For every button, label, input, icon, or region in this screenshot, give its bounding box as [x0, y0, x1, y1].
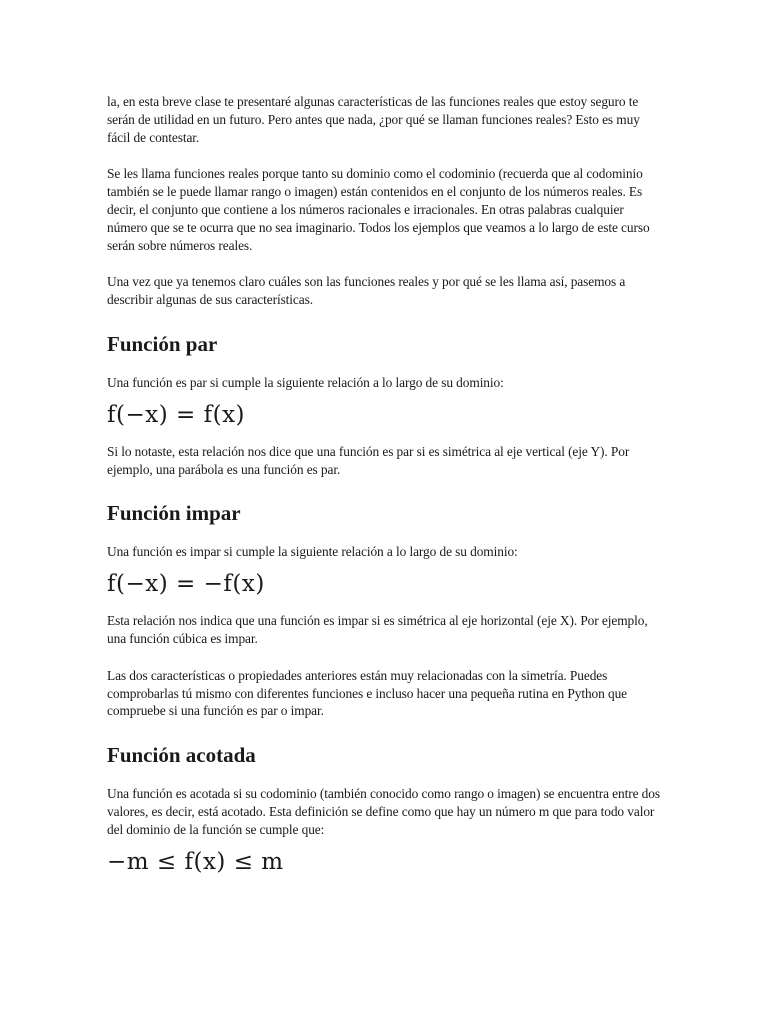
formula-par: f(−x) = f(x) [107, 401, 246, 428]
par-definition: Una función es par si cumple la siguiente relación a lo largo de su dominio: [107, 374, 504, 390]
heading-funcion-acotada: Función acotada [107, 743, 256, 768]
impar-explanation: Esta relación nos indica que una función es impar si es simétrica al eje horizontal (eje X). Por ejemplo, una función cúbica es impar. [107, 613, 648, 646]
heading-funcion-impar: Función impar [107, 501, 241, 526]
intro-paragraph-3: Una vez que ya tenemos claro cuáles son las funciones reales y por qué se les llama así, pasemos a describir algunas de sus características. [107, 274, 626, 308]
formula-impar: f(−x) = −f(x) [107, 571, 265, 598]
document-page [107, 93, 663, 890]
simetria-paragraph: Las dos características o propiedades anteriores están muy relacionadas con la simetría. Puedes comprobarlas tú mismo con diferentes funciones e incluso hacer una pequeña rutina en Python que compruebe si una función es par o impar. [107, 667, 628, 719]
acotada-definition: Una función es acotada si su codominio (también conocido como rango o imagen) se encuentra entre dos valores, es decir, está acotado. Esta definición se define como que hay un número m que para todo valor del dominio de la función se cumple que: [107, 786, 660, 837]
intro-paragraph-2: Se les llama funciones reales porque tanto su dominio como el codominio (recuerda que al codominio también se le puede llamar rango o imagen) están contenidos en el conjunto de los números reales. Es decir, el conjunto que contiene a los números racionales e irracionales. En otras palabras cualquier número que se te ocurra que no sea imaginario. Todos los ejemplos que veamos a lo largo de este curso serán sobre números reales. [107, 166, 650, 253]
par-explanation: Si lo notaste, esta relación nos dice que una función es par si es simétrica al eje vertical (eje Y). Por ejemplo, una parábola es una función es par. [107, 443, 630, 477]
heading-funcion-par: Función par [107, 331, 218, 356]
intro-paragraph-1: la, en esta breve clase te presentaré algunas características de las funciones reales que estoy seguro te serán de utilidad en un futuro. Pero antes que nada, ¿por qué se llaman funciones reales? Esto es muy fácil de contestar. [107, 94, 640, 145]
formula-acotada: −m ≤ f(x) ≤ m [107, 848, 284, 875]
impar-definition: Una función es impar si cumple la siguiente relación a lo largo de su dominio: [107, 544, 518, 560]
